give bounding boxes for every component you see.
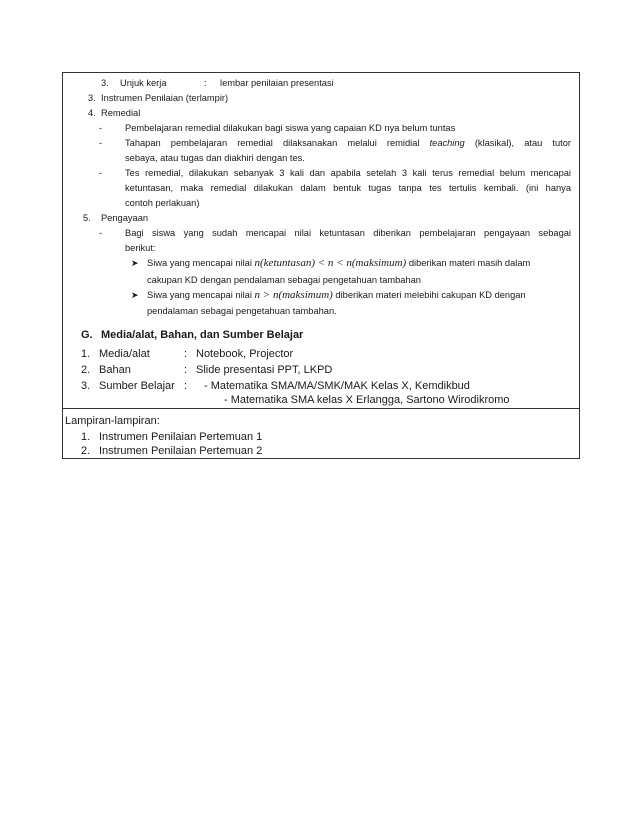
media-heading: Media/alat, Bahan, dan Sumber Belajar (101, 329, 304, 341)
media-row-2-label: Bahan (99, 364, 131, 376)
media-row-2-value: Slide presentasi PPT, LKPD (196, 364, 333, 376)
remedial-item-1: Pembelajaran remedial dilakukan bagi siswa yang capaian KD nya belum tuntas (125, 123, 456, 133)
unjuk-kerja-num: 3. (101, 78, 109, 88)
rpp-table (62, 72, 580, 459)
remedial-item-3-line1: Tes remedial, dilakukan sebanyak 3 kali dan apabila setelah 3 kali terus remedial belum mencapai (125, 168, 571, 178)
remedial-item-2-line1: Tahapan pembelajaran remedial dilaksanakan melalui remidial teaching (klasikal), atau tutor (125, 138, 571, 148)
pengayaan-bullet-2-line2: pendalaman sebagai pengetahuan tambahan. (147, 306, 337, 316)
remedial-item-3-line2: ketuntasan, maka remedial dilakukan dalam bentuk tugas tanpa tes tertulis kembali. (ini hanya (125, 183, 571, 193)
media-row-2-num: 2. (81, 364, 91, 376)
arrow-bullet-icon: ➤ (131, 290, 139, 300)
remedial-dash-2: - (99, 138, 103, 148)
unjuk-kerja-sep: : (204, 78, 207, 88)
pengayaan-bullet-1-line2: cakupan KD dengan pendalaman sebagai pengetahuan tambahan (147, 275, 421, 285)
instrumen-text: Instrumen Penilaian (terlampir) (101, 93, 229, 103)
media-row-1-num: 1. (81, 348, 91, 360)
remedial-dash-3: - (99, 168, 103, 178)
remedial-title: Remedial (101, 108, 141, 118)
pengayaan-title: Pengayaan (101, 213, 149, 223)
remedial-item-2-line2: sebaya, atau tugas dan diakhiri dengan tes. (125, 153, 305, 163)
media-row-1-value: Notebook, Projector (196, 348, 294, 360)
media-row-2-sep: : (184, 364, 188, 376)
lampiran-item-2-num: 2. (81, 445, 91, 457)
media-row-3-num: 3. (81, 380, 91, 392)
media-row-3-label: Sumber Belajar (99, 380, 175, 392)
lampiran-item-2: Instrumen Penilaian Pertemuan 2 (99, 445, 263, 457)
remedial-item-3-line3: contoh perlakuan) (125, 198, 200, 208)
media-heading-letter: G. (81, 329, 93, 341)
pengayaan-bullet-1-line1: Siwa yang mencapai nilai n(ketuntasan) < n < n(maksimum) diberikan materi masih dalam (147, 257, 531, 269)
lampiran-item-1: Instrumen Penilaian Pertemuan 1 (99, 431, 263, 443)
unjuk-kerja-label: Unjuk kerja (120, 78, 167, 88)
table-divider (63, 408, 579, 409)
pengayaan-dash: - (99, 228, 103, 238)
media-row-1-sep: : (184, 348, 188, 360)
media-row-1-label: Media/alat (99, 348, 150, 360)
arrow-bullet-icon: ➤ (131, 258, 139, 268)
pengayaan-num: 5. (83, 213, 91, 223)
instrumen-num: 3. (88, 93, 96, 103)
remedial-dash-1: - (99, 123, 103, 133)
lampiran-title: Lampiran-lampiran: (65, 415, 160, 427)
unjuk-kerja-value: lembar penilaian presentasi (220, 78, 334, 88)
remedial-num: 4. (88, 108, 96, 118)
media-extra-source: - Matematika SMA kelas X Erlangga, Sartono Wirodikromo (224, 394, 510, 406)
pengayaan-line2: berikut: (125, 243, 156, 253)
pengayaan-bullet-2-line1: Siwa yang mencapai nilai n > n(maksimum) diberikan materi melebihi cakupan KD dengan (147, 289, 526, 301)
media-row-3-sep: : (184, 380, 188, 392)
media-row-3-value: - Matematika SMA/MA/SMK/MAK Kelas X, Kemdikbud (204, 380, 470, 392)
pengayaan-line1: Bagi siswa yang sudah mencapai nilai ketuntasan diberikan pembelajaran pengayaan sebagai (125, 228, 571, 238)
lampiran-item-1-num: 1. (81, 431, 91, 443)
